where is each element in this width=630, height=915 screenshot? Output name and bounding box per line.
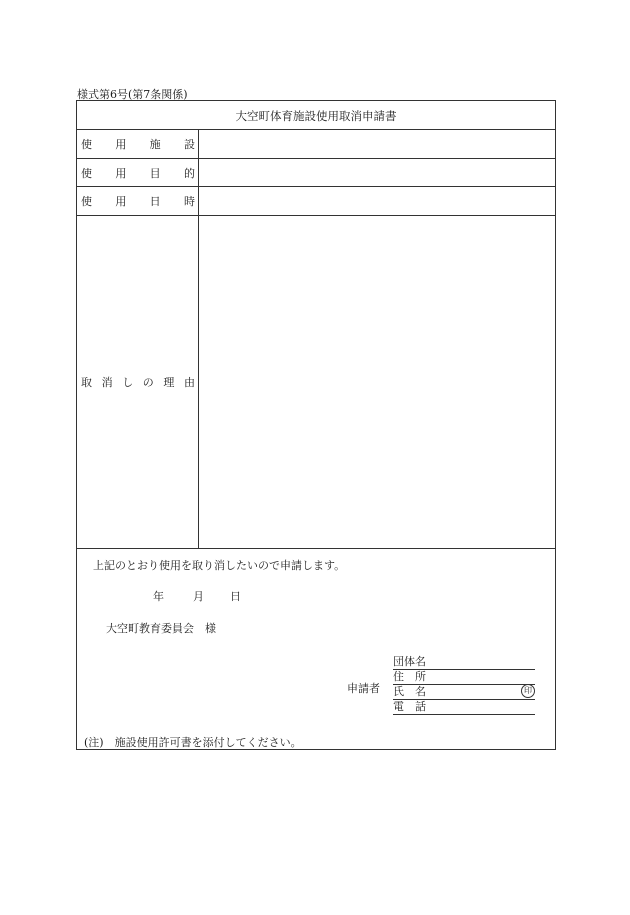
- row-label-reason: 取 消 し の 理 由: [81, 376, 195, 389]
- purpose-field[interactable]: [201, 159, 549, 186]
- form-number: 様式第6号(第7条関係): [77, 88, 188, 101]
- form-title: 大空町体育施設使用取消申請書: [235, 109, 397, 123]
- seal-icon: 印: [521, 684, 535, 698]
- name-field[interactable]: [393, 684, 535, 700]
- year-label: 年: [153, 590, 164, 603]
- org-name-label: 団体名: [393, 655, 426, 668]
- name-label: 氏 名: [393, 685, 426, 698]
- reason-field[interactable]: [201, 221, 549, 541]
- label-divider: [198, 130, 199, 549]
- application-form: [76, 100, 556, 750]
- facility-field[interactable]: [201, 130, 549, 158]
- date-line: [153, 588, 241, 604]
- applicant-label: 申請者: [347, 682, 380, 695]
- row-label-facility: 使 用 施 設: [81, 138, 195, 151]
- day-label: 日: [230, 590, 241, 603]
- phone-field[interactable]: [393, 699, 535, 715]
- row-label-purpose: 使 用 目 的: [81, 166, 195, 180]
- datetime-field[interactable]: [201, 187, 549, 215]
- address-field[interactable]: [393, 669, 535, 685]
- org-name-field[interactable]: [393, 654, 535, 670]
- address-label: 住 所: [393, 670, 426, 683]
- note-text: (注) 施設使用許可書を添付してください。: [84, 736, 302, 749]
- rule-row4: [77, 548, 555, 549]
- phone-label: 電 話: [393, 700, 426, 713]
- row-label-datetime: 使 用 日 時: [81, 195, 195, 208]
- statement-text: 上記のとおり使用を取り消したいので申請します。: [93, 559, 346, 572]
- month-label: 月: [193, 590, 204, 603]
- addressee: 大空町教育委員会 様: [106, 622, 216, 635]
